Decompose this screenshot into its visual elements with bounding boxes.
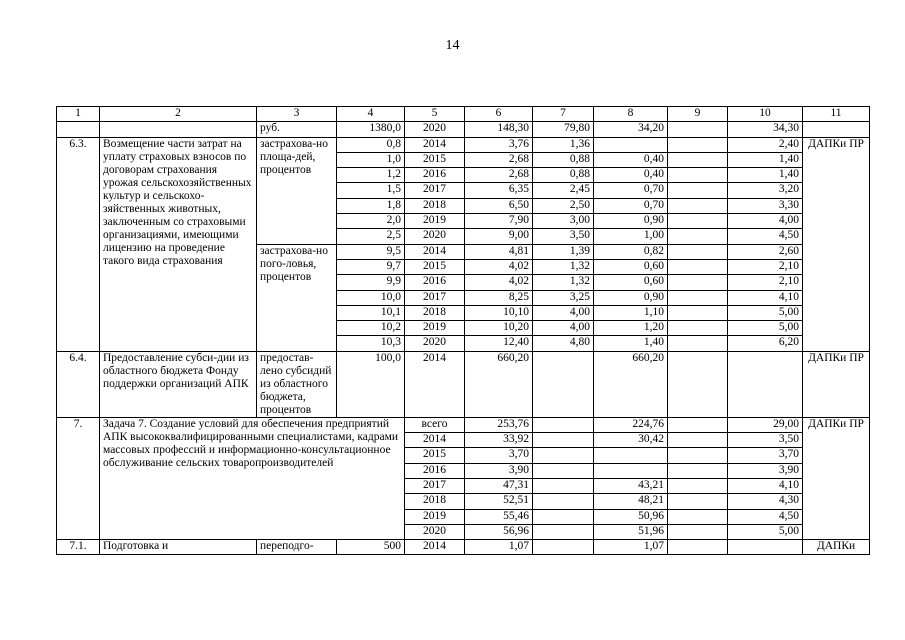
value-cell: 8,25 [465, 290, 533, 305]
value-cell: 2,5 [337, 229, 405, 244]
value-cell [668, 229, 728, 244]
value-cell: 48,21 [594, 494, 668, 509]
value-cell: 29,00 [728, 417, 803, 432]
value-cell: 3,30 [728, 198, 803, 213]
value-cell: 2,60 [728, 244, 803, 259]
year-cell: 2018 [405, 305, 465, 320]
value-cell [728, 540, 803, 555]
value-cell: 10,3 [337, 336, 405, 351]
value-cell: 9,7 [337, 259, 405, 274]
value-cell: 1,36 [533, 137, 594, 152]
year-cell: 2017 [405, 478, 465, 493]
value-cell [533, 417, 594, 432]
column-header: 4 [337, 107, 405, 122]
value-cell: 4,02 [465, 275, 533, 290]
table-body [57, 107, 870, 555]
column-header: 11 [803, 107, 870, 122]
value-cell: 1,32 [533, 259, 594, 274]
value-cell: 5,00 [728, 305, 803, 320]
column-header: 7 [533, 107, 594, 122]
value-cell [668, 540, 728, 555]
value-cell: 0,60 [594, 275, 668, 290]
value-cell: 4,30 [728, 494, 803, 509]
value-cell: 3,00 [533, 214, 594, 229]
num-cell [57, 122, 100, 137]
column-header: 5 [405, 107, 465, 122]
item-number: 7.1. [57, 540, 100, 555]
value-cell: 1,2 [337, 168, 405, 183]
value-cell [668, 321, 728, 336]
value-cell: 4,00 [533, 321, 594, 336]
value-cell: 3,50 [533, 229, 594, 244]
column-header: 8 [594, 107, 668, 122]
item-name: Возмещение части затрат на уплату страховых взносов по договорам страхования урожая сельскохозяйственных культур и сельскохо-зяйственных животных, заключенным со страховыми организациями, имеющими лицензию на проведение такого вида страхования [100, 137, 257, 351]
value-cell: 12,40 [465, 336, 533, 351]
column-header: 10 [728, 107, 803, 122]
year-cell: 2019 [405, 321, 465, 336]
value-cell: 0,90 [594, 290, 668, 305]
value-cell: 660,20 [594, 351, 668, 417]
unit-cell: застрахова-но пого-ловья, процентов [257, 244, 337, 351]
value-cell: 4,50 [728, 229, 803, 244]
value-cell: 1,5 [337, 183, 405, 198]
value-cell: 43,21 [594, 478, 668, 493]
year-cell: 2020 [405, 336, 465, 351]
value-cell [668, 463, 728, 478]
value-cell: 9,5 [337, 244, 405, 259]
responsible-cell: ДАПКи ПР [803, 137, 870, 351]
value-cell: 2,10 [728, 275, 803, 290]
value-cell: 0,70 [594, 198, 668, 213]
value-cell [594, 137, 668, 152]
year-cell: 2014 [405, 351, 465, 417]
value-cell: 6,35 [465, 183, 533, 198]
year-cell: 2014 [405, 433, 465, 448]
value-cell: 4,00 [533, 305, 594, 320]
value-cell [668, 478, 728, 493]
item-name: Подготовка и [100, 540, 257, 555]
value-cell: 1,10 [594, 305, 668, 320]
page-number: 14 [445, 38, 460, 53]
year-cell: 2015 [405, 448, 465, 463]
value-cell: 55,46 [465, 509, 533, 524]
column-header: 1 [57, 107, 100, 122]
header-row [57, 107, 870, 122]
value-cell: 5,00 [728, 524, 803, 539]
value-cell [533, 524, 594, 539]
table-row [57, 122, 870, 137]
year-cell: 2016 [405, 463, 465, 478]
value-cell [668, 494, 728, 509]
value-cell: 224,76 [594, 417, 668, 432]
value-cell [533, 494, 594, 509]
value-cell: 7,90 [465, 214, 533, 229]
value-cell: 47,31 [465, 478, 533, 493]
value-cell: 10,10 [465, 305, 533, 320]
item-number: 7. [57, 417, 100, 539]
value-cell: 253,76 [465, 417, 533, 432]
value-cell: 4,10 [728, 478, 803, 493]
year-cell: 2017 [405, 290, 465, 305]
value-cell: 2,68 [465, 168, 533, 183]
program-table [56, 106, 870, 555]
value-cell [533, 448, 594, 463]
value-cell: 6,20 [728, 336, 803, 351]
value-cell: 51,96 [594, 524, 668, 539]
value-cell: 0,88 [533, 168, 594, 183]
value-cell: 2,68 [465, 152, 533, 167]
value-cell: 1,07 [594, 540, 668, 555]
unit-cell: переподго- [257, 540, 337, 555]
column-header: 9 [668, 107, 728, 122]
value-cell: 4,80 [533, 336, 594, 351]
value-cell [668, 168, 728, 183]
unit-cell: предостав-лено субсидий из областного бюджета, процентов [257, 351, 337, 417]
value-cell: 79,80 [533, 122, 594, 137]
responsible-cell: ДАПКи ПР [803, 417, 870, 539]
value-cell: 500 [337, 540, 405, 555]
value-cell: 3,90 [465, 463, 533, 478]
value-cell: 0,90 [594, 214, 668, 229]
value-cell [668, 137, 728, 152]
item-number: 6.4. [57, 351, 100, 417]
value-cell: 3,25 [533, 290, 594, 305]
value-cell: 2,10 [728, 259, 803, 274]
value-cell: 0,82 [594, 244, 668, 259]
value-cell: 10,1 [337, 305, 405, 320]
value-cell: 3,90 [728, 463, 803, 478]
unit-cell: застрахова-но площа-дей, процентов [257, 137, 337, 244]
value-cell: 3,20 [728, 183, 803, 198]
name-cell [100, 122, 257, 137]
value-cell: 660,20 [465, 351, 533, 417]
value-cell: 50,96 [594, 509, 668, 524]
value-cell [533, 509, 594, 524]
year-cell: 2015 [405, 152, 465, 167]
value-cell: 1,39 [533, 244, 594, 259]
value-cell: 1,40 [728, 152, 803, 167]
value-cell [533, 463, 594, 478]
value-cell [668, 244, 728, 259]
value-cell: 0,70 [594, 183, 668, 198]
value-cell: 6,50 [465, 198, 533, 213]
year-cell: 2020 [405, 122, 465, 137]
value-cell: 4,00 [728, 214, 803, 229]
value-cell: 10,2 [337, 321, 405, 336]
column-header: 3 [257, 107, 337, 122]
value-cell: 3,50 [728, 433, 803, 448]
item-name: Предоставление субси-дии из областного бюджета Фонду поддержки организаций АПК [100, 351, 257, 417]
value-cell: 10,0 [337, 290, 405, 305]
year-cell: 2018 [405, 494, 465, 509]
value-cell [668, 351, 728, 417]
value-cell: 34,20 [594, 122, 668, 137]
value-cell [668, 448, 728, 463]
value-cell [533, 351, 594, 417]
year-cell: всего [405, 417, 465, 432]
value-cell: 4,50 [728, 509, 803, 524]
value-cell: 1,20 [594, 321, 668, 336]
value-cell: 9,9 [337, 275, 405, 290]
column-header: 6 [465, 107, 533, 122]
value-cell [533, 433, 594, 448]
table-row [57, 417, 870, 432]
value-cell: 1,00 [594, 229, 668, 244]
value-cell: 100,0 [337, 351, 405, 417]
value-cell [668, 417, 728, 432]
value-cell: 0,8 [337, 137, 405, 152]
year-cell: 2015 [405, 259, 465, 274]
value-cell: 0,60 [594, 259, 668, 274]
value-cell [594, 463, 668, 478]
item-number: 6.3. [57, 137, 100, 351]
value-cell: 5,00 [728, 321, 803, 336]
value-cell: 2,40 [728, 137, 803, 152]
value-cell [668, 152, 728, 167]
column-header: 2 [100, 107, 257, 122]
value-cell [668, 433, 728, 448]
year-cell: 2014 [405, 137, 465, 152]
value-cell [668, 275, 728, 290]
year-cell: 2014 [405, 244, 465, 259]
value-cell [594, 448, 668, 463]
year-cell: 2018 [405, 198, 465, 213]
value-cell: 2,45 [533, 183, 594, 198]
value-cell: 1,07 [465, 540, 533, 555]
year-cell: 2020 [405, 524, 465, 539]
table-row [57, 540, 870, 555]
value-cell: 3,70 [728, 448, 803, 463]
value-cell [668, 183, 728, 198]
responsible-cell: ДАПКи [803, 540, 870, 555]
value-cell [668, 524, 728, 539]
table-row [57, 137, 870, 152]
value-cell: 0,40 [594, 152, 668, 167]
value-cell [668, 214, 728, 229]
value-cell: 10,20 [465, 321, 533, 336]
value-cell [668, 336, 728, 351]
value-cell [728, 351, 803, 417]
value-cell: 1,0 [337, 152, 405, 167]
year-cell: 2016 [405, 168, 465, 183]
value-cell: 4,10 [728, 290, 803, 305]
table-row [57, 351, 870, 417]
year-cell: 2017 [405, 183, 465, 198]
year-cell: 2019 [405, 509, 465, 524]
value-cell [668, 305, 728, 320]
value-cell: 3,70 [465, 448, 533, 463]
value-cell [533, 540, 594, 555]
value-cell: 30,42 [594, 433, 668, 448]
value-cell [668, 509, 728, 524]
value-cell: 34,30 [728, 122, 803, 137]
task-name: Задача 7. Создание условий для обеспечения предприятий АПК высококвалифицированными специалистами, кадрами массовых профессий и информационно-консультационное обслуживание сельских товаропроизводителей [100, 417, 405, 539]
year-cell: 2020 [405, 229, 465, 244]
value-cell [668, 259, 728, 274]
value-cell: 1,40 [728, 168, 803, 183]
value-cell: 0,40 [594, 168, 668, 183]
value-cell: 4,02 [465, 259, 533, 274]
value-cell: 1,32 [533, 275, 594, 290]
value-cell: 3,76 [465, 137, 533, 152]
value-cell [668, 122, 728, 137]
value-cell [533, 478, 594, 493]
value-cell: 1,8 [337, 198, 405, 213]
resp-cell [803, 122, 870, 137]
value-cell: 52,51 [465, 494, 533, 509]
value-cell: 56,96 [465, 524, 533, 539]
value-cell: 148,30 [465, 122, 533, 137]
year-cell: 2019 [405, 214, 465, 229]
value-cell: 9,00 [465, 229, 533, 244]
unit-cell: руб. [257, 122, 337, 137]
value-cell [668, 290, 728, 305]
value-cell: 4,81 [465, 244, 533, 259]
value-cell: 1380,0 [337, 122, 405, 137]
value-cell: 2,0 [337, 214, 405, 229]
value-cell: 0,88 [533, 152, 594, 167]
value-cell [668, 198, 728, 213]
value-cell: 1,40 [594, 336, 668, 351]
value-cell: 33,92 [465, 433, 533, 448]
value-cell: 2,50 [533, 198, 594, 213]
responsible-cell: ДАПКи ПР [803, 351, 870, 417]
year-cell: 2014 [405, 540, 465, 555]
year-cell: 2016 [405, 275, 465, 290]
